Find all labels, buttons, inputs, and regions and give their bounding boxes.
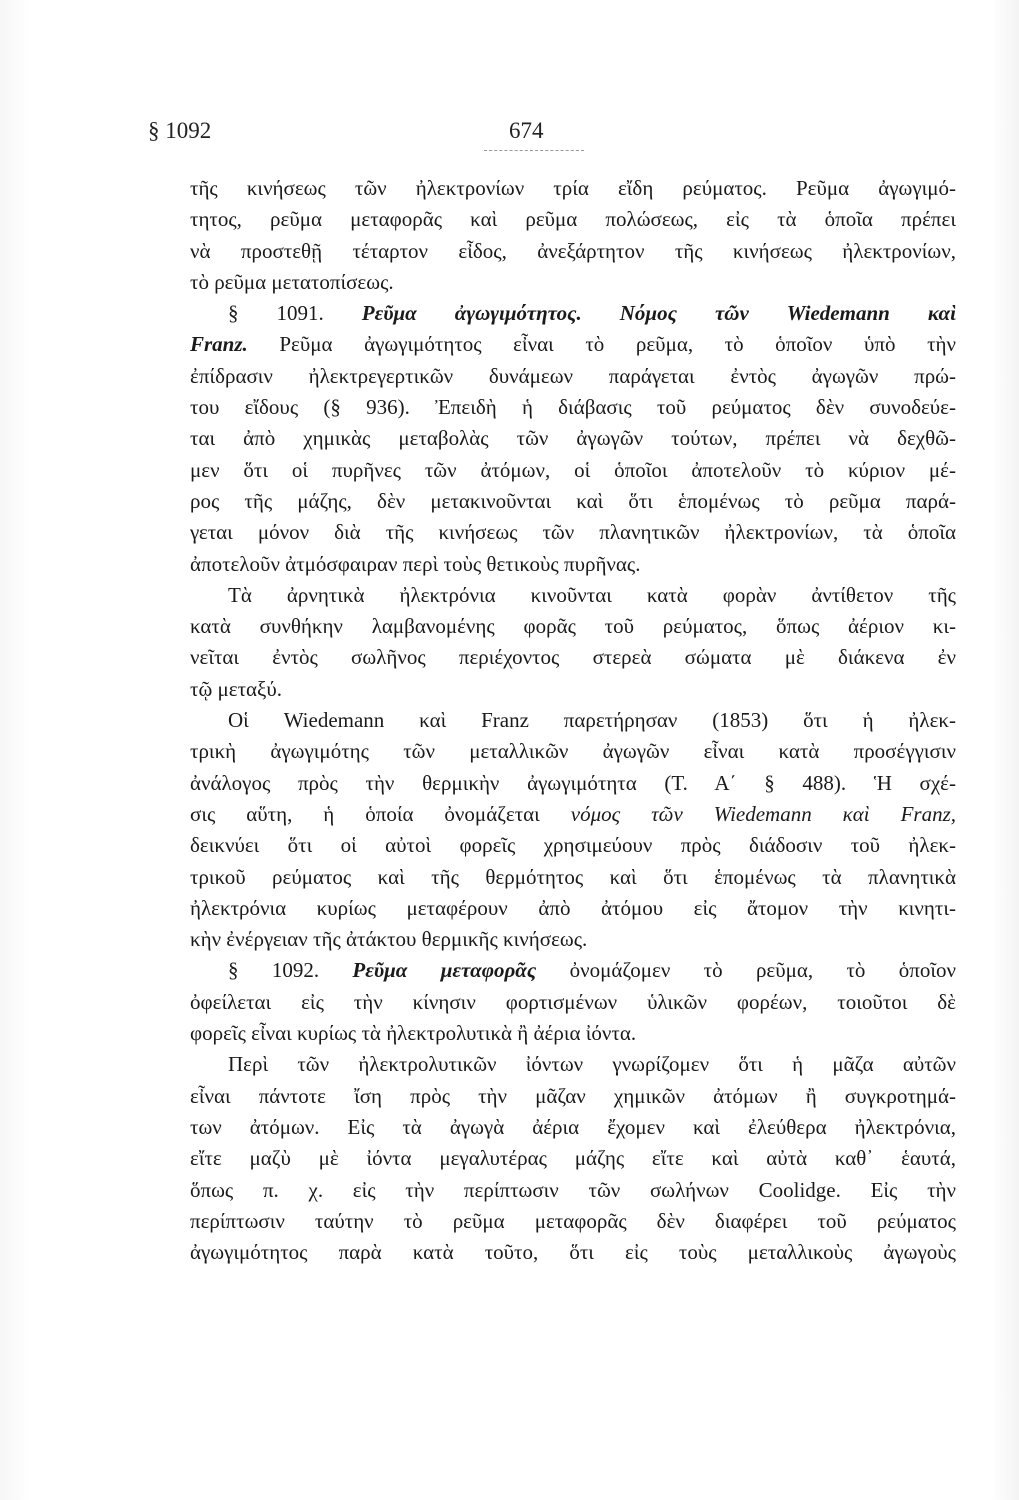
paragraph-wiedemann-franz <box>190 705 956 955</box>
section-number: § 1092. <box>228 958 320 983</box>
text-line: κὴν ἐνέργειαν τῆς ἀτάκτου θερμικῆς κινήσεως. <box>190 927 588 952</box>
text-line: των ἀτόμων. Εἰς τὰ ἀγωγὰ ἀέρια ἔχομεν καὶ ἐλεύθερα ἠλεκτρόνια, <box>190 1114 956 1139</box>
text-line: φορεῖς εἶναι κυρίως τὰ ἠλεκτρολυτικὰ ἢ ἀέρια ἰόντα. <box>190 1021 637 1046</box>
text-fragment: ὀνομάζομεν τὸ ρεῦμα, τὸ ὁποῖον <box>569 958 956 983</box>
section-number: § 1091. <box>228 301 324 326</box>
text-line: κατὰ συνθήκην λαμβανομένης φορᾶς τοῦ ρεύματος, ὅπως ἀέριον κι- <box>190 614 956 639</box>
text-line: ται ἀπὸ χημικὰς μεταβολὰς τῶν ἀγωγῶν τούτων, πρέπει νὰ δεχθῶ- <box>190 426 956 451</box>
text-line: ἠλεκτρόνια κυρίως μεταφέρουν ἀπὸ ἀτόμου εἰς ἄτομον τὴν κινητι- <box>190 895 956 920</box>
section-title: Ρεῦμα ἀγωγιμότητος. Νόμος τῶν Wiedemann καὶ <box>361 301 956 326</box>
section-title: Ρεῦμα μεταφορᾶς <box>352 958 537 983</box>
text-line: ὅπως π. χ. εἰς τὴν περίπτωσιν τῶν σωλήνων Coolidge. Εἰς τὴν <box>190 1177 956 1202</box>
text-line: τῷ μεταξύ. <box>190 676 283 701</box>
page-header <box>144 118 874 158</box>
text-line: μεν ὅτι οἱ πυρῆνες τῶν ἀτόμων, οἱ ὁποῖοι ἀποτελοῦν τὸ κύριον μέ- <box>190 457 956 482</box>
text-line <box>190 799 956 830</box>
text-line: περίπτωσιν ταύτην τὸ ρεῦμα μεταφορᾶς δὲν διαφέρει τοῦ ρεύματος <box>190 1208 956 1233</box>
text-line: ὀφείλεται εἰς τὴν κίνησιν φορτισμένων ὑλικῶν φορέων, τοιοῦτοι δὲ <box>190 989 956 1014</box>
law-name: νόμος τῶν Wiedemann καὶ Franz, <box>570 801 956 826</box>
text-line: ἐπίδρασιν ἠλεκτρεγερτικῶν δυνάμεων παράγεται ἐντὸς ἀγωγῶν πρώ- <box>190 363 956 388</box>
text-line: τρικὴ ἀγωγιμότης τῶν μεταλλικῶν ἀγωγῶν εἶναι κατὰ προσέγγισιν <box>190 739 956 764</box>
text-line: τῆς κινήσεως τῶν ἠλεκτρονίων τρία εἴδη ρεύματος. Ρεῦμα ἀγωγιμό- <box>190 176 956 200</box>
text-line: δεικνύει ὅτι οἱ αὐτοὶ φορεῖς χρησιμεύουν πρὸς διάδοσιν τοῦ ἠλεκ- <box>190 833 956 858</box>
text-line: ἀνάλογος πρὸς τὴν θερμικὴν ἀγωγιμότητα (Τ. Α΄ § 488). Ἡ σχέ- <box>190 770 956 795</box>
page-body <box>190 173 956 1268</box>
section-title-cont: Franz. <box>190 332 248 357</box>
section-heading-line <box>190 298 956 329</box>
paragraph-section-1092 <box>190 955 956 1049</box>
text-line: ρος τῆς μάζης, δὲν μετακινοῦνται καὶ ὅτι ἑπομένως τὸ ρεῦμα παρά- <box>190 488 956 513</box>
text-line: νὰ προστεθῇ τέταρτον εἶδος, ἀνεξάρτητον τῆς κινήσεως ἠλεκτρονίων, <box>190 238 956 263</box>
text-line: ἀποτελοῦν ἀτμόσφαιραν περὶ τοὺς θετικοὺς πυρῆνας. <box>190 551 641 576</box>
header-rule <box>484 150 584 151</box>
paragraph-electrons <box>190 580 956 705</box>
text-line: ἀγωγιμότητος παρὰ κατὰ τοῦτο, ὅτι εἰς τοὺς μεταλλικοὺς ἀγωγοὺς <box>190 1240 956 1265</box>
text-line: εἴτε μαζὺ μὲ ἰόντα μεγαλυτέρας μάζης εἴτε καὶ αὐτὰ καθ᾽ ἑαυτά, <box>190 1146 956 1171</box>
text-line: Περὶ τῶν ἠλεκτρολυτικῶν ἰόντων γνωρίζομεν ὅτι ἡ μᾶζα αὐτῶν <box>228 1052 956 1077</box>
running-section-number: § 1092 <box>148 118 212 143</box>
text-line: νεῖται ἐντὸς σωλῆνος περιέχοντος στερεὰ σώματα μὲ διάκενα ἐν <box>190 645 956 670</box>
text-line: Οἱ Wiedemann καὶ Franz παρετήρησαν (1853) ὅτι ἡ ἠλεκ- <box>228 708 956 733</box>
text-line: Τὰ ἀρνητικὰ ἠλεκτρόνια κινοῦνται κατὰ φορὰν ἀντίθετον τῆς <box>228 582 956 607</box>
text-line: γεται μόνον διὰ τῆς κινήσεως τῶν πλανητικῶν ἠλεκτρονίων, τὰ ὁποῖα <box>190 520 956 545</box>
text-fragment: Ρεῦμα ἀγωγιμότητος εἶναι τὸ ρεῦμα, τὸ ὁποῖον ὑπὸ τὴν <box>279 332 957 357</box>
paragraph-ions <box>190 1049 956 1268</box>
text-line: τρικοῦ ρεύματος καὶ τῆς θερμότητος καὶ ὅτι ἑπομένως τὰ πλανητικὰ <box>190 864 956 889</box>
text-line: του εἴδους (§ 936). Ἐπειδὴ ἡ διάβασις τοῦ ρεύματος δὲν συνοδεύε- <box>190 395 956 420</box>
text-line: εἶναι πάντοτε ἴση πρὸς τὴν μᾶζαν χημικῶν ἀτόμων ἢ συγκροτημά- <box>190 1083 956 1108</box>
text-line: τητος, ρεῦμα μεταφορᾶς καὶ ρεῦμα πολώσεως, εἰς τὰ ὁποῖα πρέπει <box>190 207 956 232</box>
page-number: 674 <box>509 118 544 143</box>
paragraph-section-1091 <box>190 298 956 580</box>
text-fragment: σις αὕτη, ἡ ὁποία ὀνομάζεται <box>190 801 540 826</box>
paragraph-continuation <box>190 173 956 298</box>
text-line: τὸ ρεῦμα μετατοπίσεως. <box>190 269 394 294</box>
section-heading-line <box>190 955 956 986</box>
text-line <box>190 329 956 360</box>
